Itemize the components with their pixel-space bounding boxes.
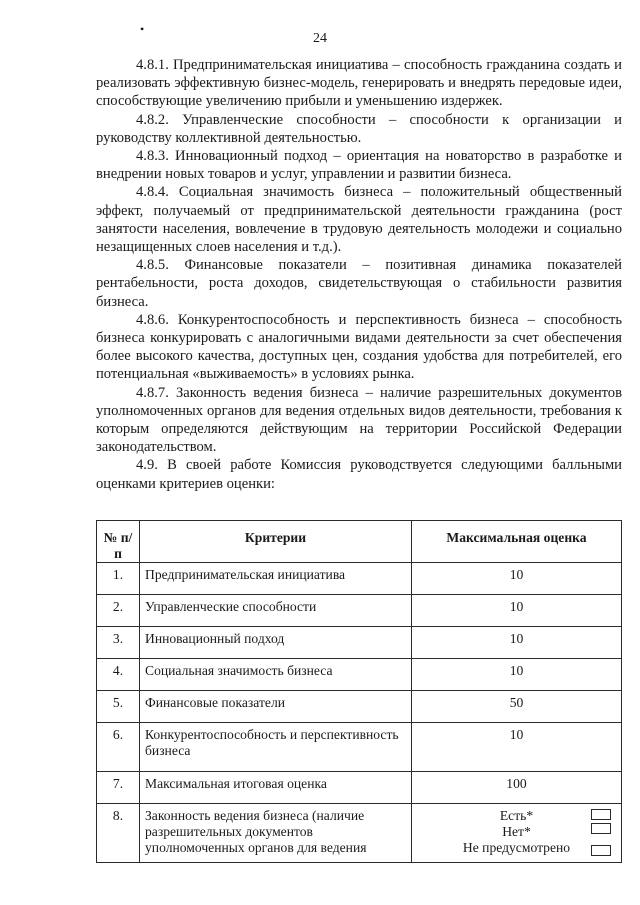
row-number: 5.	[97, 691, 140, 723]
body-text	[96, 56, 622, 493]
row-criteria: Максимальная итоговая оценка	[140, 772, 412, 804]
row-score: 100	[412, 772, 622, 804]
row-score: 50	[412, 691, 622, 723]
table-row	[97, 691, 622, 723]
option-not-required-checkbox[interactable]	[591, 845, 611, 856]
paragraph-4-9: 4.9. В своей работе Комиссия руководствуется следующими балльными оценками критериев оценки:	[96, 457, 622, 492]
criteria-table	[96, 520, 622, 863]
row-criteria: Социальная значимость бизнеса	[140, 659, 412, 691]
table-row	[97, 723, 622, 772]
option-no-checkbox[interactable]	[591, 823, 611, 834]
paragraph-4-8-4: 4.8.4. Социальная значимость бизнеса – положительный общественный эффект, получаемый от предпринимательской деятельности гражданина (рост занятости населения, вовлечение в трудовую деятельность молодежи и социально незащищенных слоев населения и т.д.).	[96, 184, 622, 256]
paragraph-4-8-2: 4.8.2. Управленческие способности – способности к организации и руководству коллективной деятельностью.	[96, 111, 622, 146]
row-number: 1.	[97, 563, 140, 595]
table-row	[97, 659, 622, 691]
scan-dot: •	[140, 22, 145, 36]
page-number: 24	[313, 31, 327, 46]
table-row	[97, 804, 622, 863]
table-row	[97, 595, 622, 627]
row-score: 10	[412, 563, 622, 595]
paragraph-4-8-6: 4.8.6. Конкурентоспособность и перспективность бизнеса – способность бизнеса конкурировать с аналогичными видами деятельности за счет обеспечения более высокого качества, доступных цен, создания удобства для потребителей, его потенциальная «выживаемость» в условиях рынка.	[96, 311, 622, 383]
row-criteria: Конкурентоспособность и перспективность бизнеса	[140, 723, 412, 772]
paragraph-4-8-3: 4.8.3. Инновационный подход – ориентация на новаторство в разработке и внедрении новых товаров и услуг, управлении и развитии бизнеса.	[96, 148, 622, 183]
option-yes-checkbox[interactable]	[591, 809, 611, 820]
row-criteria: Предпринимательская инициатива	[140, 563, 412, 595]
table-header-row	[97, 521, 622, 563]
row-score: 10	[412, 627, 622, 659]
paragraph-4-8-5: 4.8.5. Финансовые показатели – позитивная динамика показателей рентабельности, роста доходов, свидетельствующая о стабильности развития бизнеса.	[96, 257, 622, 310]
row-number: 8.	[97, 804, 140, 863]
header-max-score: Максимальная оценка	[412, 521, 622, 563]
row-criteria: Инновационный подход	[140, 627, 412, 659]
option-no-label: Нет*	[502, 824, 531, 839]
header-number: № п/п	[97, 521, 140, 563]
row-number: 2.	[97, 595, 140, 627]
row-number: 3.	[97, 627, 140, 659]
row-criteria: Финансовые показатели	[140, 691, 412, 723]
row-score: 10	[412, 595, 622, 627]
row-score: 10	[412, 659, 622, 691]
paragraph-4-8-1: 4.8.1. Предпринимательская инициатива – способность гражданина создать и реализовать эффективную бизнес-модель, генерировать и внедрять передовые идеи, способствующие увеличению прибыли и уменьшению издержек.	[96, 57, 622, 110]
row-number: 4.	[97, 659, 140, 691]
table-row	[97, 772, 622, 804]
row-number: 7.	[97, 772, 140, 804]
legality-options	[412, 804, 622, 863]
table-row	[97, 627, 622, 659]
row-score: 10	[412, 723, 622, 772]
row-criteria: Законность ведения бизнеса (наличие разрешительных документов уполномоченных органов для ведения	[140, 804, 412, 863]
table-row	[97, 563, 622, 595]
paragraph-4-8-7: 4.8.7. Законность ведения бизнеса – наличие разрешительных документов уполномоченных органов для ведения отдельных видов деятельности, требования к которым определяются действующим на территории Российской Федерации законодательством.	[96, 384, 622, 456]
row-criteria: Управленческие способности	[140, 595, 412, 627]
header-criteria: Критерии	[140, 521, 412, 563]
option-yes-label: Есть*	[499, 808, 534, 823]
row-number: 6.	[97, 723, 140, 772]
option-not-required-label: Не предусмотрено	[462, 840, 571, 855]
